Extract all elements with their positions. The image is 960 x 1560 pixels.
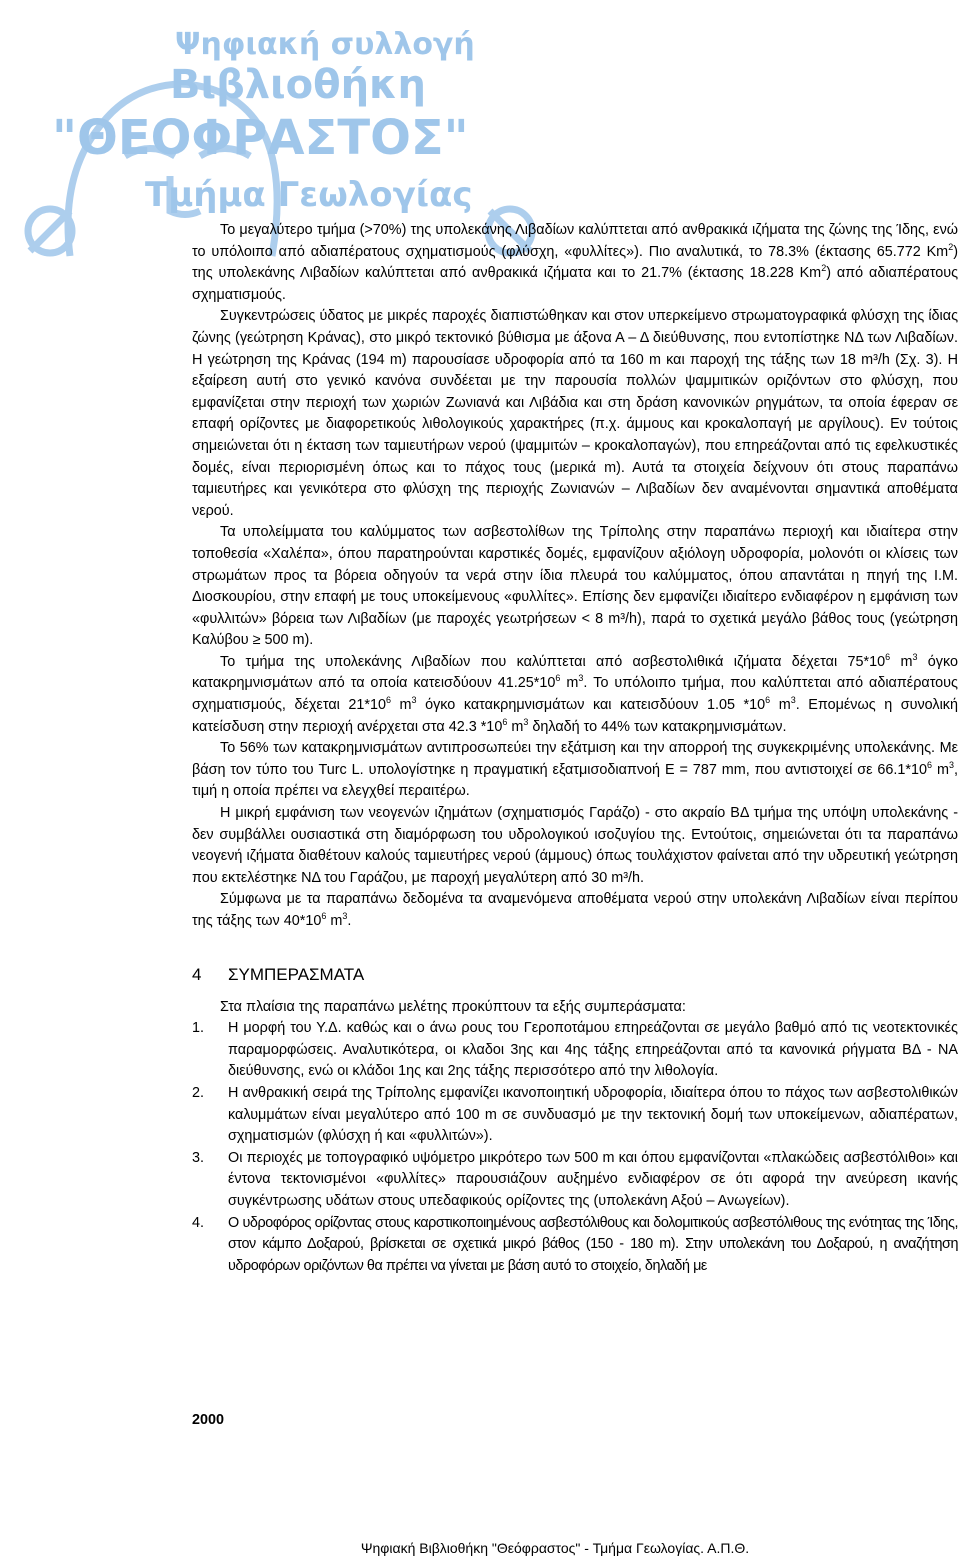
body-paragraph [192, 889, 958, 932]
text-run: m [560, 675, 579, 692]
watermark-line-4: Τμήμα Γεωλογίας [145, 175, 473, 215]
text-run: Συγκεντρώσεις ύδατος με μικρές παροχές διαπιστώθηκαν και στον υπερκείμενο στρωματογραφικά φλύσχη της ίδιας ζώνης (γεώτρηση Κράνας), στο μικρό τεκτονικό βύθισμα με άξονα Α – Δ διεύθυνσης, που εντοπίστηκε ΝΔ των Λιβαδίων. Η γεώτρηση της Κράνας (194 m) παρουσίασε υδροφορία από τα 160 m και παροχή της τάξης των 18 m³/h (Σχ. 3). Η εξαίρεση αυτή στο γενικό κανόνα συνδέεται με την παρουσία πολλών ψαμμιτικών οριζόντων στο φλύσχη, που εμφανίζεται στην περιοχή των χωριών Ζωνιανά και Λιβάδια και στη δράση κανονικών ρηγμάτων, τα οποία έφεραν σε επαφή ορίζοντες με διαφορετικούς λιθολογικούς χαρακτήρες (π.χ. άμμους και κροκαλοπαγή με αργίλους). Εν τούτοις σημειώνεται ότι η έκταση των ταμιευτήρων νερού (ψαμμιτών – κροκαλοπαγών), που επηρεάζονται από τις εφελκυστικές δομές, είναι περιορισμένη όπως και το πάχος τους (μερικά m). Αυτά τα στοιχεία δείχνουν ότι στους παραπάνω ταμιευτήρες και γενικότερα στο φλύσχη της περιοχής Ζωνιανών – Λιβαδίων δεν αναμένονται σημαντικά αποθέματα νερού. [192, 308, 958, 519]
text-run: Το μεγαλύτερο τμήμα (>70%) της υπολεκάνης Λιβαδίων καλύπτεται από ανθρακικά ιζήματα της ζώνης της Ίδης, ενώ το υπόλοιπο από αδιαπέρατους σχηματισμούς (φλύσχη, «φυλλίτες»). Πιο αναλυτικά, το 78.3% (έκτασης 65.772 Km [192, 222, 958, 260]
superscript: 3 [523, 716, 529, 727]
text-run: m [932, 761, 949, 778]
superscript: 6 [765, 695, 771, 706]
text-run: Η μικρή εμφάνιση των νεογενών ιζημάτων (σχηματισμός Γαράζο) - στο ακραίο ΒΔ τμήμα της υπόψη υπολεκάνης - δεν συμβάλλει ουσιαστικά στη διαμόρφωση του υδρολογικού ισοζυγίου της. Εντούτοις, σημειώνεται ότι τα παραπάνω νεογενή ιζήματα διαθέτουν καλούς ταμιευτήρες νερού (άμμους) όπως τουλάχιστον φαίνεται από την υδρευτική γεώτρηση που εκτελέστηκε ΝΔ του Γαράζου, με παροχή μεγαλύτερη από 30 m³/h. [192, 805, 958, 886]
watermark-line-1: Ψηφιακή συλλογή [175, 27, 475, 62]
text-run: m [507, 718, 524, 735]
paragraph-list [192, 220, 958, 933]
text-run: ) της υπολεκάνης Λιβαδίων καλύπτεται από ανθρακικά ιζήματα και το 21.7% (έκτασης 18.228 Km [192, 243, 958, 282]
text-run: m [890, 653, 913, 670]
page-number: 2000 [192, 1412, 225, 1428]
section-number: 4 [192, 964, 202, 984]
text-run: Το 56% των κατακρημνισμάτων αντιπροσωπεύει την εξάτμιση και την απορροή της συγκεκριμένης υπολεκάνης. Με βάση τον τύπο του Turc L. υπολογίστηκε η πραγματική εξατμισοδιαπνοή Ε = 787 mm, που αντιστοιχεί σε 66.1*10 [192, 740, 958, 778]
section-heading [192, 963, 958, 987]
superscript: 3 [411, 695, 417, 706]
text-run: Το τμήμα της υπολεκάνης Λιβαδίων που καλύπτεται από ασβεστολιθικά ιζήματα δέχεται 75*10 [220, 653, 886, 670]
watermark-line-2: Βιβλιοθήκη [170, 62, 426, 108]
superscript: 6 [885, 652, 891, 663]
superscript: 3 [790, 695, 796, 706]
text-run: , τιμή η οποία πρέπει να ελεγχθεί περαιτέρω. [192, 761, 958, 800]
superscript: 3 [948, 760, 954, 771]
text-run: . [347, 913, 352, 929]
conclusion-text: Οι περιοχές με τοπογραφικό υψόμετρο μικρότερο των 500 m και όπου εμφανίζονται «πλακώδεις ασβεστόλιθοι» και έντονα τεκτονισμένοι «φυλλίτες» παρουσιάζουν αυξημένο ενδιαφέρον σε ότι αφορά την ανεύρεση ικανής συγκέντρωσης υδάτων στους υπεδαφικούς ορίζοντες της (υπολεκάνη Αξού – Ανωγείων). [228, 1149, 958, 1209]
body-paragraph [192, 306, 958, 522]
conclusion-number: 3. [192, 1149, 205, 1166]
text-run: Σύμφωνα με τα παραπάνω δεδομένα τα αναμενόμενα αποθέματα νερού στην υπολεκάνη Λιβαδίων είναι περίπου της τάξης των 40*10 [192, 891, 958, 929]
text-run: όγκο κατακρημνισμάτων από τα οποία κατεισδύουν 41.25*10 [192, 653, 958, 692]
superscript: 6 [321, 911, 327, 922]
section-title: ΣΥΜΠΕΡΑΣΜΑΤΑ [228, 964, 365, 984]
text-run: m [326, 913, 343, 929]
superscript: 6 [502, 716, 508, 727]
text-run: όγκο κατακρημνισμάτων και κατεισδύουν 1.05 *10 [416, 697, 766, 714]
conclusion-number: 2. [192, 1084, 205, 1101]
conclusion-text: Ο υδροφόρος ορίζοντας στους καρστικοποιημένους ασβεστόλιθους και δολομιτικούς ασβεστόλιθους της ενότητας της Ίδης, στον κάμπο Δοξαρού, βρίσκεται σε σχετικά μικρό βάθος (150 - 180 m). Στην υπολεκάνη του Δοξαρού, η αναζήτηση υδροφόρων οριζόντων θα πρέπει να γίνεται με βάση αυτό το στοιχείο, δηλαδή με [228, 1214, 958, 1274]
conclusion-item [192, 1083, 958, 1148]
page-footer: Ψηφιακή Βιβλιοθήκη "Θεόφραστος" - Τμήμα Γεωλογίας. Α.Π.Θ. [360, 1540, 750, 1556]
conclusion-text: Η μορφή του Υ.Δ. καθώς και ο άνω ρους του Γεροποτάμου επηρεάζονται σε μεγάλο βαθμό από τις νεοτεκτονικές παραμορφώσεις. Αναλυτικότερα, οι κλαδοι 3ης και 4ης τάξης επηρεάζονται από τα κανονικά ρήγματα ΒΔ - ΝΑ διεύθυνσης, ενώ οι κλάδοι 1ης και 2ης τάξης περισσότερο από την λιθολογία. [228, 1020, 958, 1080]
body-paragraph [192, 522, 958, 652]
superscript: 3 [342, 911, 348, 922]
superscript: 3 [912, 652, 918, 663]
text-run: Τα υπολείμματα του καλύμματος των ασβεστολίθων της Τρίπολης στην παραπάνω περιοχή και ιδιαίτερα στην τοποθεσία «Χαλέπα», όπου παρατηρούνται καρστικές δομές, εμφανίζουν αξιόλογη υδροφορία, μολονότι οι κλίσεις των στρωμάτων προς τα βόρεια οδηγούν τα νερά στην ίδια πλευρά του καλύμματος, όπου απαντάται η πηγή της Ι.Μ. Διοσκουρίου, στην επαφή με τους υποκείμενους «φυλλίτες». Επίσης δεν εμφανίζει ιδιαίτερο ενδιαφέρον η εμφάνιση των «φυλλιτών» βόρεια των Λιβαδίων (με παροχές γεωτρήσεων < 8 m³/h), παρά το σχετικά μεγάλο βάθος τους (γεώτρηση Καλύβου ≥ 500 m). [192, 524, 958, 649]
body-paragraph [192, 652, 958, 738]
body-paragraph [192, 220, 958, 306]
superscript: 6 [927, 760, 933, 771]
conclusion-item [192, 1018, 958, 1083]
superscript: 2 [948, 241, 954, 252]
conclusion-list [192, 1018, 958, 1277]
section-intro: Στα πλαίσια της παραπάνω μελέτης προκύπτουν τα εξής συμπεράσματα: [220, 998, 686, 1015]
superscript: 3 [578, 673, 584, 684]
conclusion-text: Η ανθρακική σειρά της Τρίπολης εμφανίζει ικανοποιητική υδροφορία, ιδιαίτερα όπου το πάχος των ασβεστολιθικών καλυμμάτων είναι μεγαλύτερο από 100 m σε συνδυασμό με την τεκτονική δομή των υποκείμενων, αδιαπέρατων, σχηματισμών (φλύσχη ή και «φυλλιτών»). [228, 1084, 958, 1145]
article-body [192, 220, 958, 1277]
body-paragraph [192, 738, 958, 803]
conclusion-item [192, 1213, 958, 1278]
conclusion-number: 4. [192, 1214, 205, 1231]
superscript: 2 [821, 263, 827, 274]
text-run: m [770, 697, 791, 714]
conclusion-item [192, 1148, 958, 1213]
conclusion-number: 1. [192, 1020, 205, 1037]
text-run: . Επομένως η συνολική κατείσδυση στην περιοχή ανέρχεται στα 42.3 *10 [192, 697, 958, 735]
watermark-line-3: "ΘΕΟΦΡΑΣΤΟΣ" [52, 110, 469, 166]
superscript: 6 [385, 695, 391, 706]
superscript: 6 [555, 673, 561, 684]
body-paragraph [192, 803, 958, 889]
text-run: ) από αδιαπέρατους σχηματισμούς. [192, 265, 959, 303]
text-run: . Το υπόλοιπο τμήμα, που καλύπτεται από αδιαπέρατους σχηματισμούς, δέχεται 21*10 [192, 675, 958, 714]
text-run: δηλαδή το 44% των κατακρημνισμάτων. [528, 718, 787, 735]
text-run: m [391, 697, 412, 714]
